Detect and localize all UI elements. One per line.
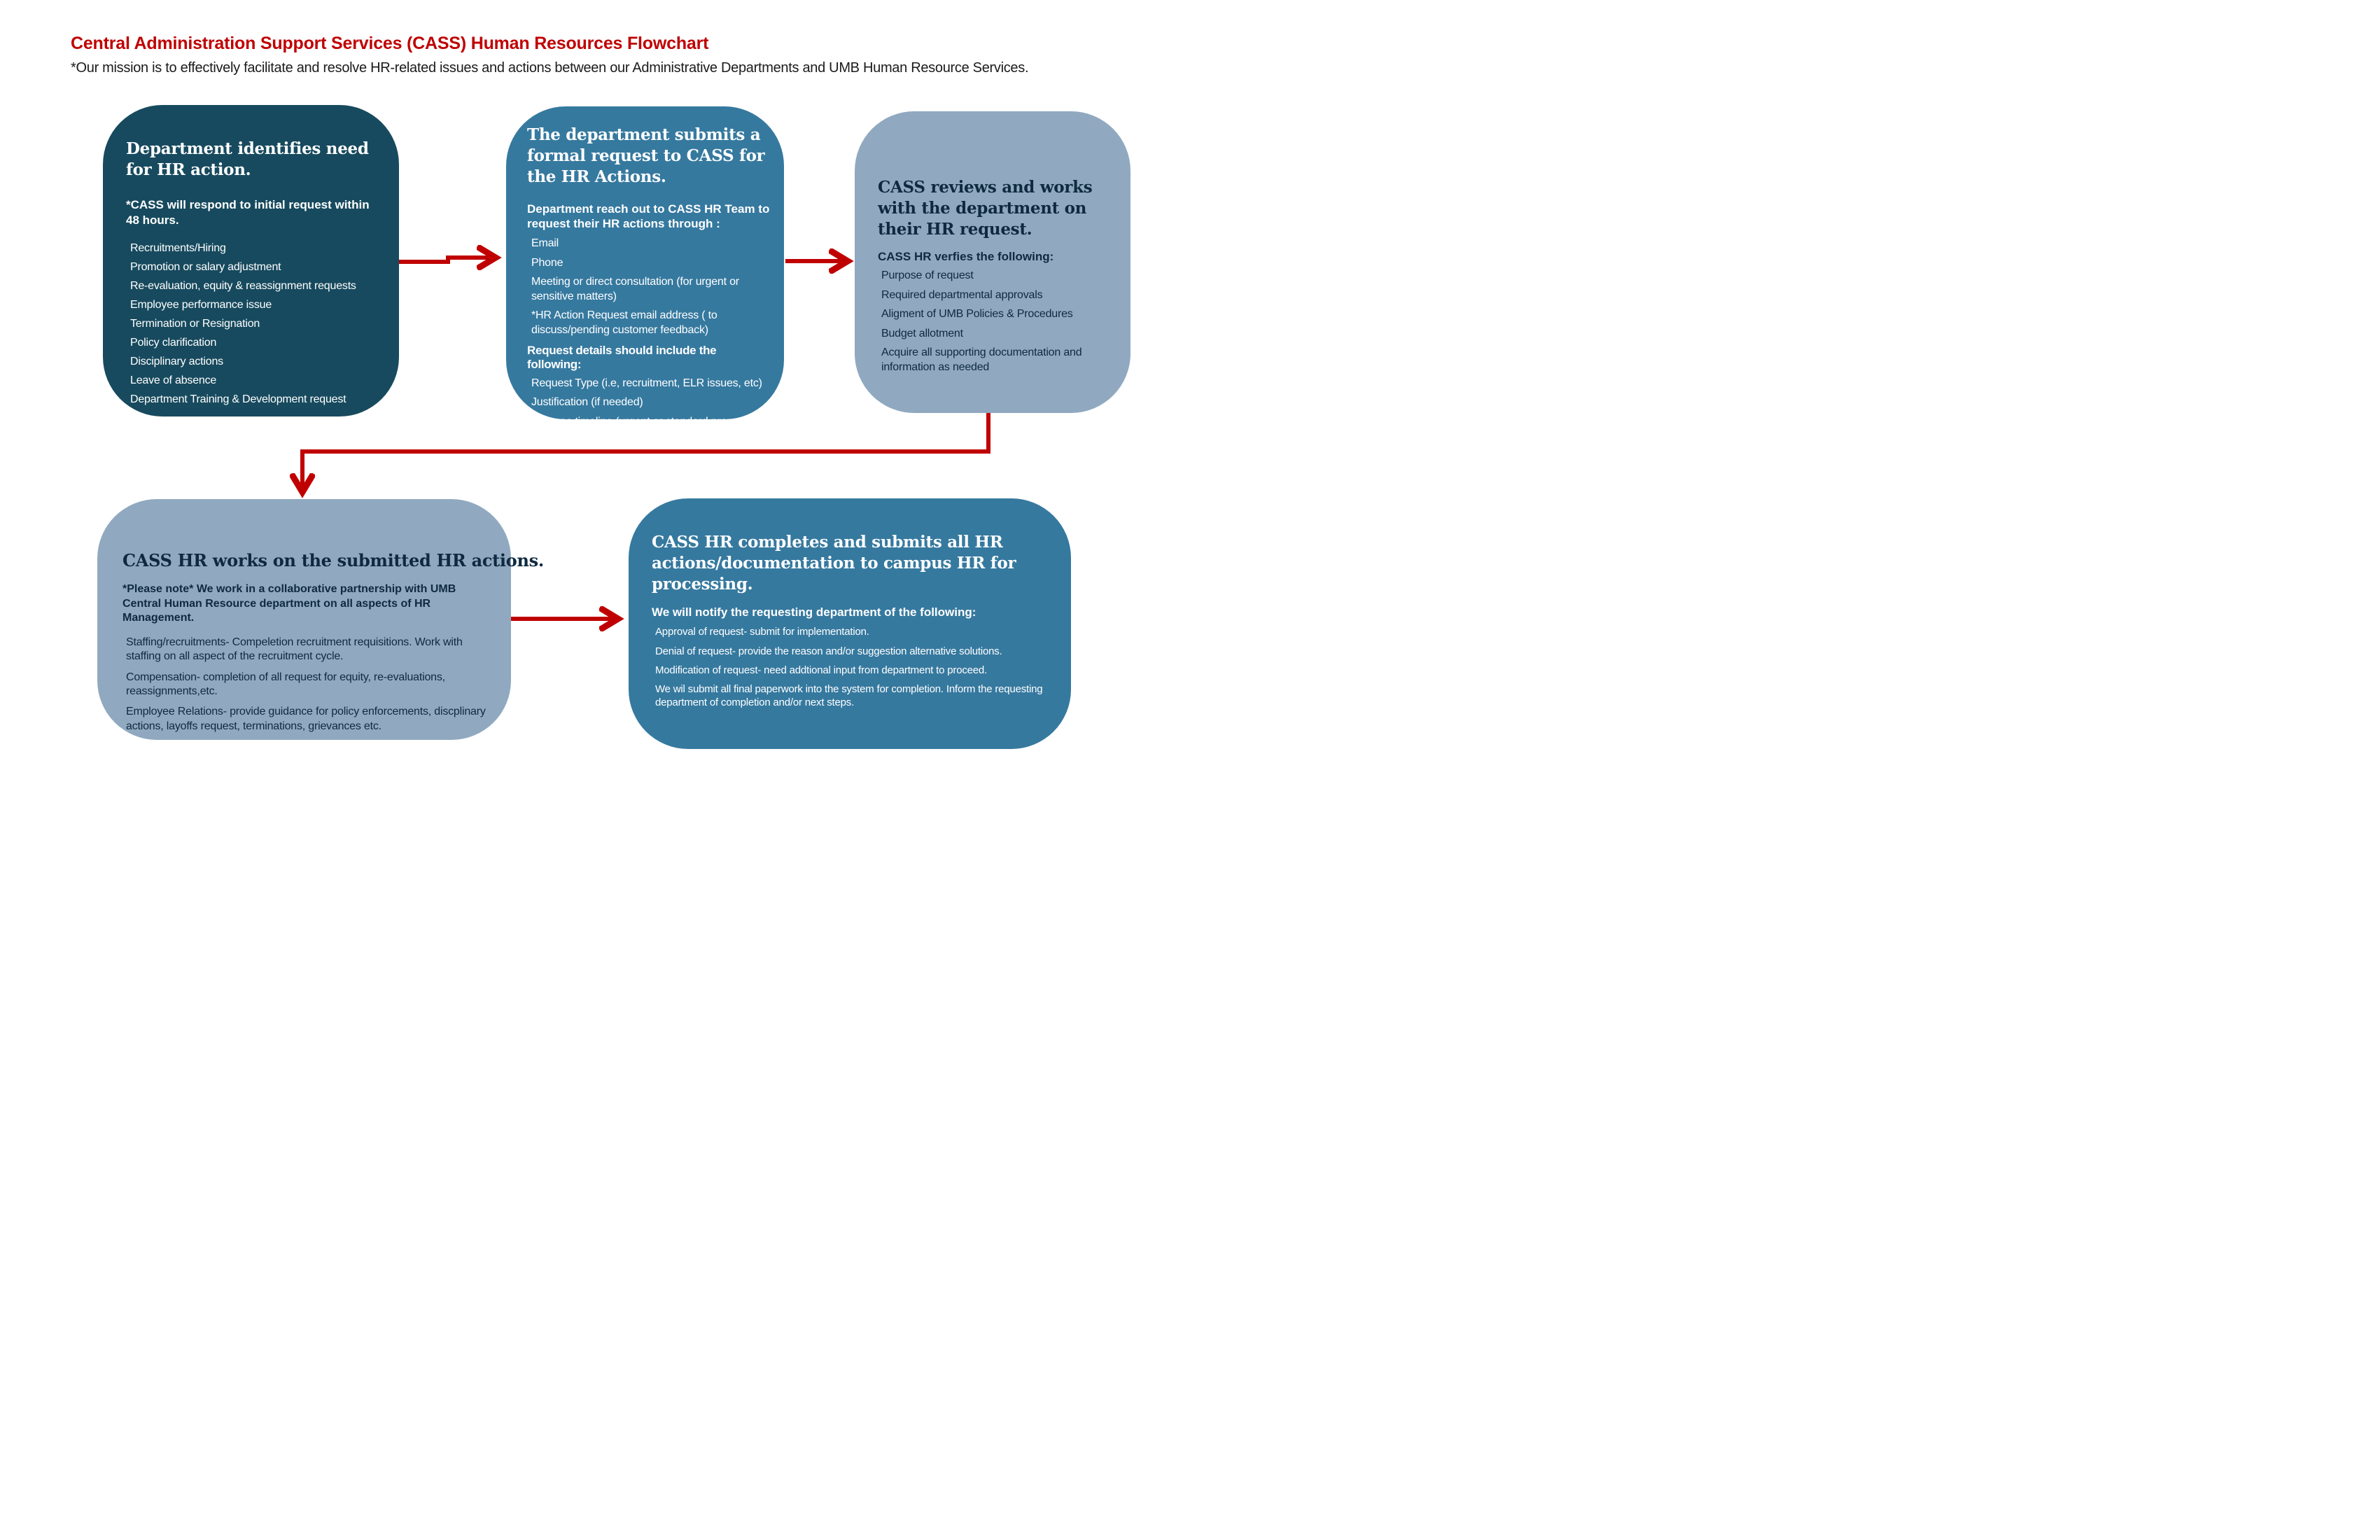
list-item: Phone — [531, 256, 564, 269]
list-item: Required departmental approvals — [881, 288, 1043, 301]
arrow-box1-to-box2 — [399, 258, 489, 262]
box-list — [126, 241, 384, 407]
list-item: Meeting or direct consultation (for urgent or sensitive matters) — [531, 276, 739, 302]
box-list — [878, 269, 1115, 374]
box-subheading: CASS HR verfies the following: — [878, 249, 1054, 263]
list-item: Propose timeline (urgent or standard processing) — [531, 415, 768, 428]
list-item: Aligment of UMB Policies & Procedures — [881, 308, 1073, 321]
flowchart-page — [0, 0, 1190, 770]
list-item: Leave of absence — [130, 374, 217, 387]
list-item: Purpose of request — [881, 270, 974, 282]
box-list — [527, 237, 770, 429]
list-item: Department Training & Development request — [130, 393, 346, 406]
box-title: CASS HR works on the submitted HR actions. — [122, 550, 544, 570]
list-item: Budget allotment — [881, 327, 963, 340]
list-item: Recruitments/Hiring — [130, 242, 226, 255]
flowchart-box-department-submits-request — [506, 106, 784, 428]
list-item: Acquire all supporting documentation and information as needed — [881, 346, 1082, 373]
list-item: Justification (if needed) — [531, 396, 643, 409]
box-subheading: We will notify the requesting department of the following: — [652, 605, 976, 619]
box-title: CASS HR completes and submits all HR actions/documentation to campus HR for processing. — [652, 533, 1016, 594]
box-note: *Please note* We work in a collaborative partnership with UMB Central Human Resource department on all aspects of HR Management. — [122, 583, 456, 624]
page-subtitle: *Our mission is to effectively facilitate and resolve HR-related issues and actions between our Administrative Departments and UMB Human Resource Services. — [71, 60, 1029, 76]
list-item: Re-evaluation, equity & reassignment requests — [130, 280, 356, 293]
flowchart-box-cass-hr-works — [97, 499, 544, 740]
list-item: Staffing/recruitments- Compeletion recruitment requisitions. Work with staffing on all aspect of the recruitment cycle. — [126, 636, 463, 663]
box-title: The department submits a formal request to CASS for the HR Actions. — [527, 125, 765, 186]
box-title: CASS reviews and works with the department on their HR request. — [878, 178, 1093, 239]
list-item: Approval of request- submit for implementation. — [655, 626, 869, 638]
list-item: *HR Action Request email address ( to discuss/pending customer feedback) — [531, 309, 718, 336]
list-item: Promotion or salary adjustment — [130, 261, 281, 274]
list-item: Modification of request- need addtional input from department to proceed. — [655, 664, 988, 676]
list-item: Employee Relations- provide guidance for policy enforcements, discplinary actions, layoffs request, terminations, grievances etc. — [126, 706, 486, 732]
list-item: Disciplinary actions — [130, 356, 223, 368]
flowchart-box-cass-hr-completes — [629, 498, 1071, 749]
box-note: *CASS will respond to initial request within 48 hours. — [126, 197, 370, 227]
list-item: Termination or Resignation — [130, 318, 260, 330]
box-intro: Department reach out to CASS HR Team to request their HR actions through : — [527, 202, 770, 231]
flowchart-box-cass-reviews — [855, 111, 1130, 413]
list-item: Request Type (i.e, recruitment, ELR issues, etc) — [531, 377, 762, 389]
box-list — [652, 625, 1060, 709]
page-title: Central Administration Support Services (CASS) Human Resources Flowchart — [71, 34, 709, 53]
box-list — [122, 636, 493, 734]
list-item: We wil submit all final paperwork into the system for completion. Inform the requesting department of completion and/or next steps. — [655, 682, 1043, 709]
flowchart-box-department-identifies-need — [103, 105, 399, 416]
list-item: Compensation- completion of all request for equity, re-evaluations, reassignments,etc. — [126, 671, 445, 697]
box-title: Department identifies need for HR action. — [126, 139, 369, 179]
list-item: Email — [531, 237, 559, 250]
box-subheading: Request details should include the following: — [527, 343, 717, 371]
list-item: Denial of request- provide the reason and/or suggestion alternative solutions. — [655, 645, 1002, 657]
list-item: Employee performance issue — [130, 299, 272, 312]
list-item: Policy clarification — [130, 337, 217, 349]
